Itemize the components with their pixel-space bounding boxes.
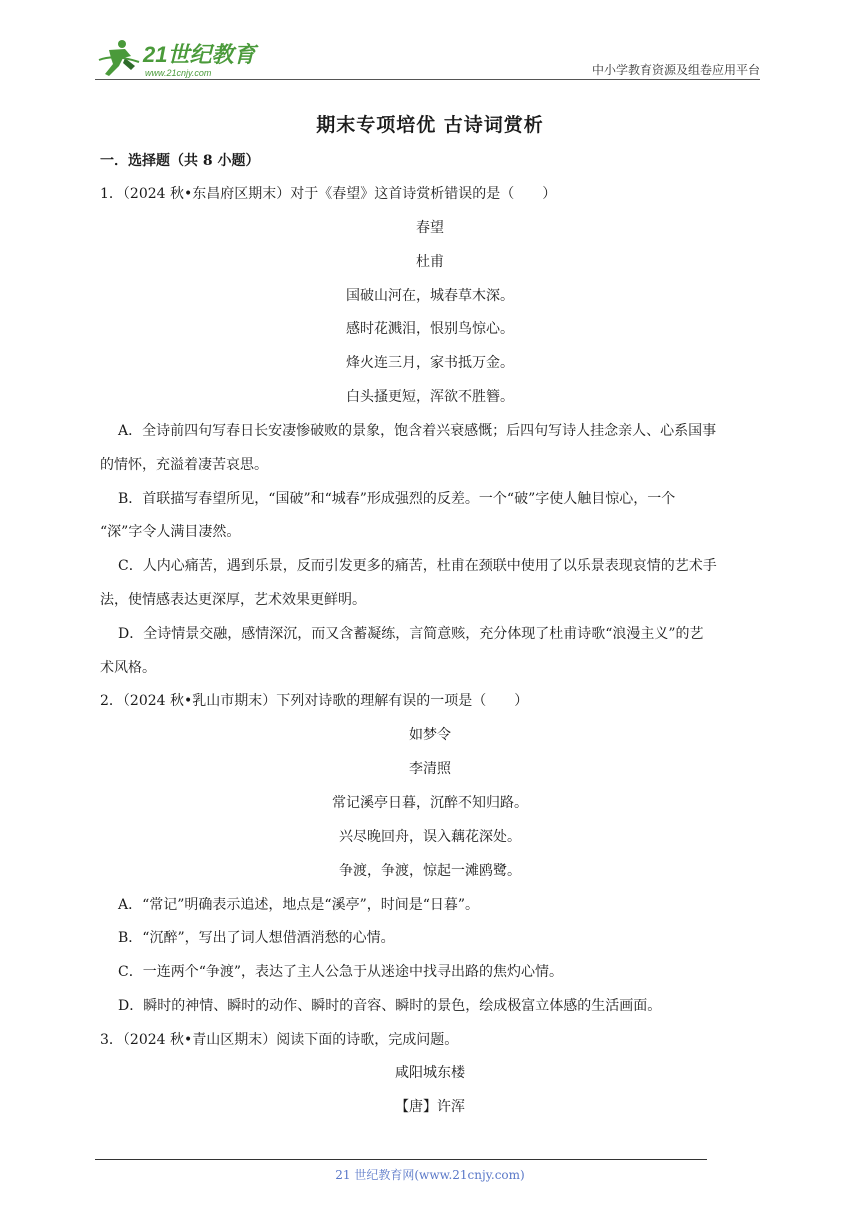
poem-1-line: 国破山河在，城春草木深。: [346, 288, 514, 304]
logo-icon: [95, 36, 265, 80]
poem-3-title: 咸阳城东楼: [395, 1065, 465, 1081]
question-1-option-a-cont: 的情怀，充溢着凄苦哀思。: [100, 457, 268, 473]
section-heading: 一．选择题（共 8 小题）: [100, 153, 260, 169]
question-2-stem: 2．（2024 秋•乳山市期末）下列对诗歌的理解有误的一项是（ ）: [100, 693, 529, 709]
svg-text:www.21cnjy.com: www.21cnjy.com: [145, 68, 212, 78]
poem-1-author: 杜甫: [416, 254, 444, 270]
header-divider: [95, 79, 760, 80]
question-3-stem: 3．（2024 秋•青山区期末）阅读下面的诗歌，完成问题。: [100, 1032, 459, 1048]
poem-1-line: 感时花溅泪，恨别鸟惊心。: [346, 321, 514, 337]
footer-link[interactable]: 21 世纪教育网(www.21cnjy.com): [335, 1168, 525, 1182]
question-1-option-b-cont: “深”字令人满目凄然。: [100, 524, 241, 540]
poem-1-line: 烽火连三月，家书抵万金。: [346, 355, 514, 371]
footer-divider: [95, 1159, 707, 1160]
poem-2-line: 兴尽晚回舟，误入藕花深处。: [339, 829, 521, 845]
question-1-option-c: C．人内心痛苦，遇到乐景，反而引发更多的痛苦，杜甫在颈联中使用了以乐景表现哀情的艺术手: [118, 558, 717, 574]
poem-3-author: 【唐】许浑: [395, 1099, 465, 1115]
page-header: [95, 32, 760, 80]
platform-label: 中小学教育资源及组卷应用平台: [591, 63, 760, 77]
poem-2-author: 李清照: [409, 761, 451, 777]
question-1-option-c-cont: 法，使情感表达更深厚，艺术效果更鲜明。: [100, 592, 366, 608]
question-1-option-b: B．首联描写春望所见，“国破”和“城春”形成强烈的反差。一个“破”字使人触目惊心，一个: [118, 491, 676, 507]
question-1-option-d: D．全诗情景交融，感情深沉，而又含蓄凝练，言简意赅，充分体现了杜甫诗歌“浪漫主义”的艺: [118, 626, 704, 642]
poem-2-line: 常记溪亭日暮，沉醉不知归路。: [332, 795, 528, 811]
question-2-option-b: B．“沉醉”，写出了词人想借酒消愁的心情。: [118, 930, 395, 946]
page-title: 期末专项培优 古诗词赏析: [316, 114, 544, 136]
question-1-option-a: A．全诗前四句写春日长安凄惨破败的景象，饱含着兴衰感慨；后四句写诗人挂念亲人、心系国事: [118, 423, 717, 439]
poem-2-title: 如梦令: [409, 727, 451, 743]
question-1-stem: 1．（2024 秋•东昌府区期末）对于《春望》这首诗赏析错误的是（ ）: [100, 186, 557, 202]
question-2-option-d: D．瞬时的神情、瞬时的动作、瞬时的音容、瞬时的景色，绘成极富立体感的生活画面。: [118, 998, 662, 1014]
poem-1-line: 白头搔更短，浑欲不胜簪。: [346, 389, 514, 405]
svg-text:21世纪教育: 21世纪教育: [143, 42, 256, 67]
poem-1-title: 春望: [416, 220, 444, 236]
poem-2-line: 争渡，争渡，惊起一滩鸥鹭。: [339, 863, 521, 879]
question-1-option-d-cont: 术风格。: [100, 660, 156, 676]
question-2-option-a: A．“常记”明确表示追述，地点是“溪亭”，时间是“日暮”。: [118, 897, 480, 913]
question-2-option-c: C．一连两个“争渡”，表达了主人公急于从迷途中找寻出路的焦灼心情。: [118, 964, 564, 980]
